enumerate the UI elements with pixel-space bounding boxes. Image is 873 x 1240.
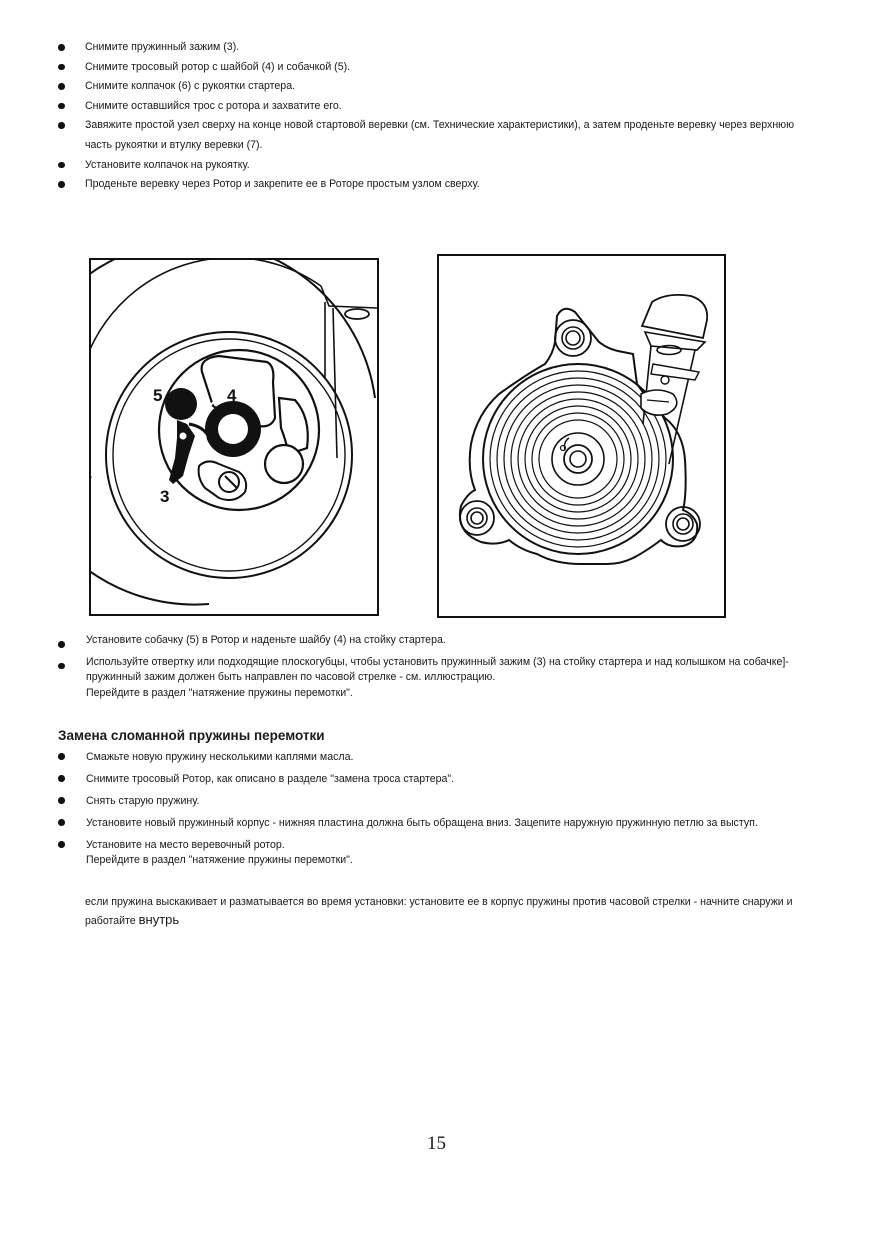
spring-installation-note xyxy=(85,893,805,930)
list-item-text: Снять старую пружину. xyxy=(86,795,200,807)
bullet-icon xyxy=(58,162,65,169)
rotor-assembly-illustration xyxy=(89,258,379,616)
spring-housing-illustration xyxy=(437,254,726,618)
bullet-icon xyxy=(58,663,65,670)
list-item-text: Установите колпачок на рукоятку. xyxy=(85,158,250,171)
list-item xyxy=(58,156,818,176)
list-item xyxy=(58,655,818,702)
list-item xyxy=(58,838,828,868)
list-item-text: Снимите тросовый Ротор, как описано в разделе "замена троса стартера". xyxy=(86,773,455,785)
list-item-text: Смажьте новую пружину несколькими каплями масла. xyxy=(86,751,354,763)
installation-steps-list xyxy=(58,633,818,707)
list-item xyxy=(58,750,828,765)
list-item xyxy=(58,772,828,787)
list-item-text: Снимите колпачок (6) с рукоятки стартера. xyxy=(85,80,296,93)
note-emphasis: внутрь xyxy=(138,912,180,927)
list-item-text: Перейдите в раздел "натяжение пружины перемотки". xyxy=(86,854,353,866)
list-item xyxy=(58,175,818,195)
callout-label-5: 5 xyxy=(153,386,163,405)
list-item xyxy=(58,38,818,58)
bullet-icon xyxy=(58,83,65,90)
bullet-icon xyxy=(58,797,65,804)
bullet-icon xyxy=(58,641,65,648)
list-item-text: Используйте отвертку или подходящие плоскогубцы, чтобы установить пружинный зажим (3) на стойку стартера и над колышком на собачке]-пружинный зажим должен быть направлен по часовой стрелке - см. иллюстрацию. xyxy=(86,655,789,683)
page-number: 15 xyxy=(427,1133,446,1154)
callout-label-3: 3 xyxy=(160,487,170,506)
bullet-icon xyxy=(58,181,65,188)
list-item xyxy=(58,77,818,97)
list-item-text: Проденьте веревку через Ротор и закрепите ее в Роторе простым узлом сверху. xyxy=(85,178,480,191)
bullet-icon xyxy=(58,122,65,129)
list-item xyxy=(58,58,818,78)
list-item-text: Снимите тросовый ротор с шайбой (4) и собачкой (5). xyxy=(85,60,351,73)
list-item-text: Снимите пружинный зажим (3). xyxy=(85,41,240,53)
list-item xyxy=(58,633,818,649)
bullet-icon xyxy=(58,819,65,826)
list-item-text: Установите на место веревочный ротор. xyxy=(86,839,285,851)
list-item-text: Снимите оставшийся трос с ротора и захватите его. xyxy=(85,99,342,112)
bullet-icon xyxy=(58,841,65,848)
bullet-icon xyxy=(58,64,65,71)
list-item-text: Завяжите простой узел сверху на конце новой стартовой веревки (см. Технические характеристики), а затем проденьте веревку через верхнюю часть рукоятки и втулку веревки (7). xyxy=(85,119,795,151)
list-item-text: Установите новый пружинный корпус - нижняя пластина должна быть обращена вниз. Зацепите наружную пружинную петлю за выступ. xyxy=(86,817,758,829)
list-item xyxy=(58,116,818,155)
spring-housing-drawing xyxy=(437,254,726,618)
list-item-text: Установите собачку (5) в Ротор и наденьте шайбу (4) на стойку стартера. xyxy=(86,634,446,646)
bullet-icon xyxy=(58,775,65,782)
bullet-icon xyxy=(58,103,65,110)
note-text: если пружина выскакивает и разматывается во время установки: установите ее в корпус пружины против часовой стрелки - начните снаружи и работайте xyxy=(85,896,793,927)
callout-label-4: 4 xyxy=(227,386,237,405)
bullet-icon xyxy=(58,753,65,760)
removal-steps-list xyxy=(58,38,818,195)
list-item xyxy=(58,97,818,117)
list-item xyxy=(58,816,828,831)
bullet-icon xyxy=(58,44,65,51)
list-item-text: Перейдите в раздел "натяжение пружины перемотки". xyxy=(86,686,353,699)
section-title: Замена сломанной пружины перемотки xyxy=(58,728,325,743)
rotor-assembly-drawing xyxy=(89,258,379,616)
spring-replacement-steps-list xyxy=(58,750,828,875)
list-item xyxy=(58,794,828,809)
